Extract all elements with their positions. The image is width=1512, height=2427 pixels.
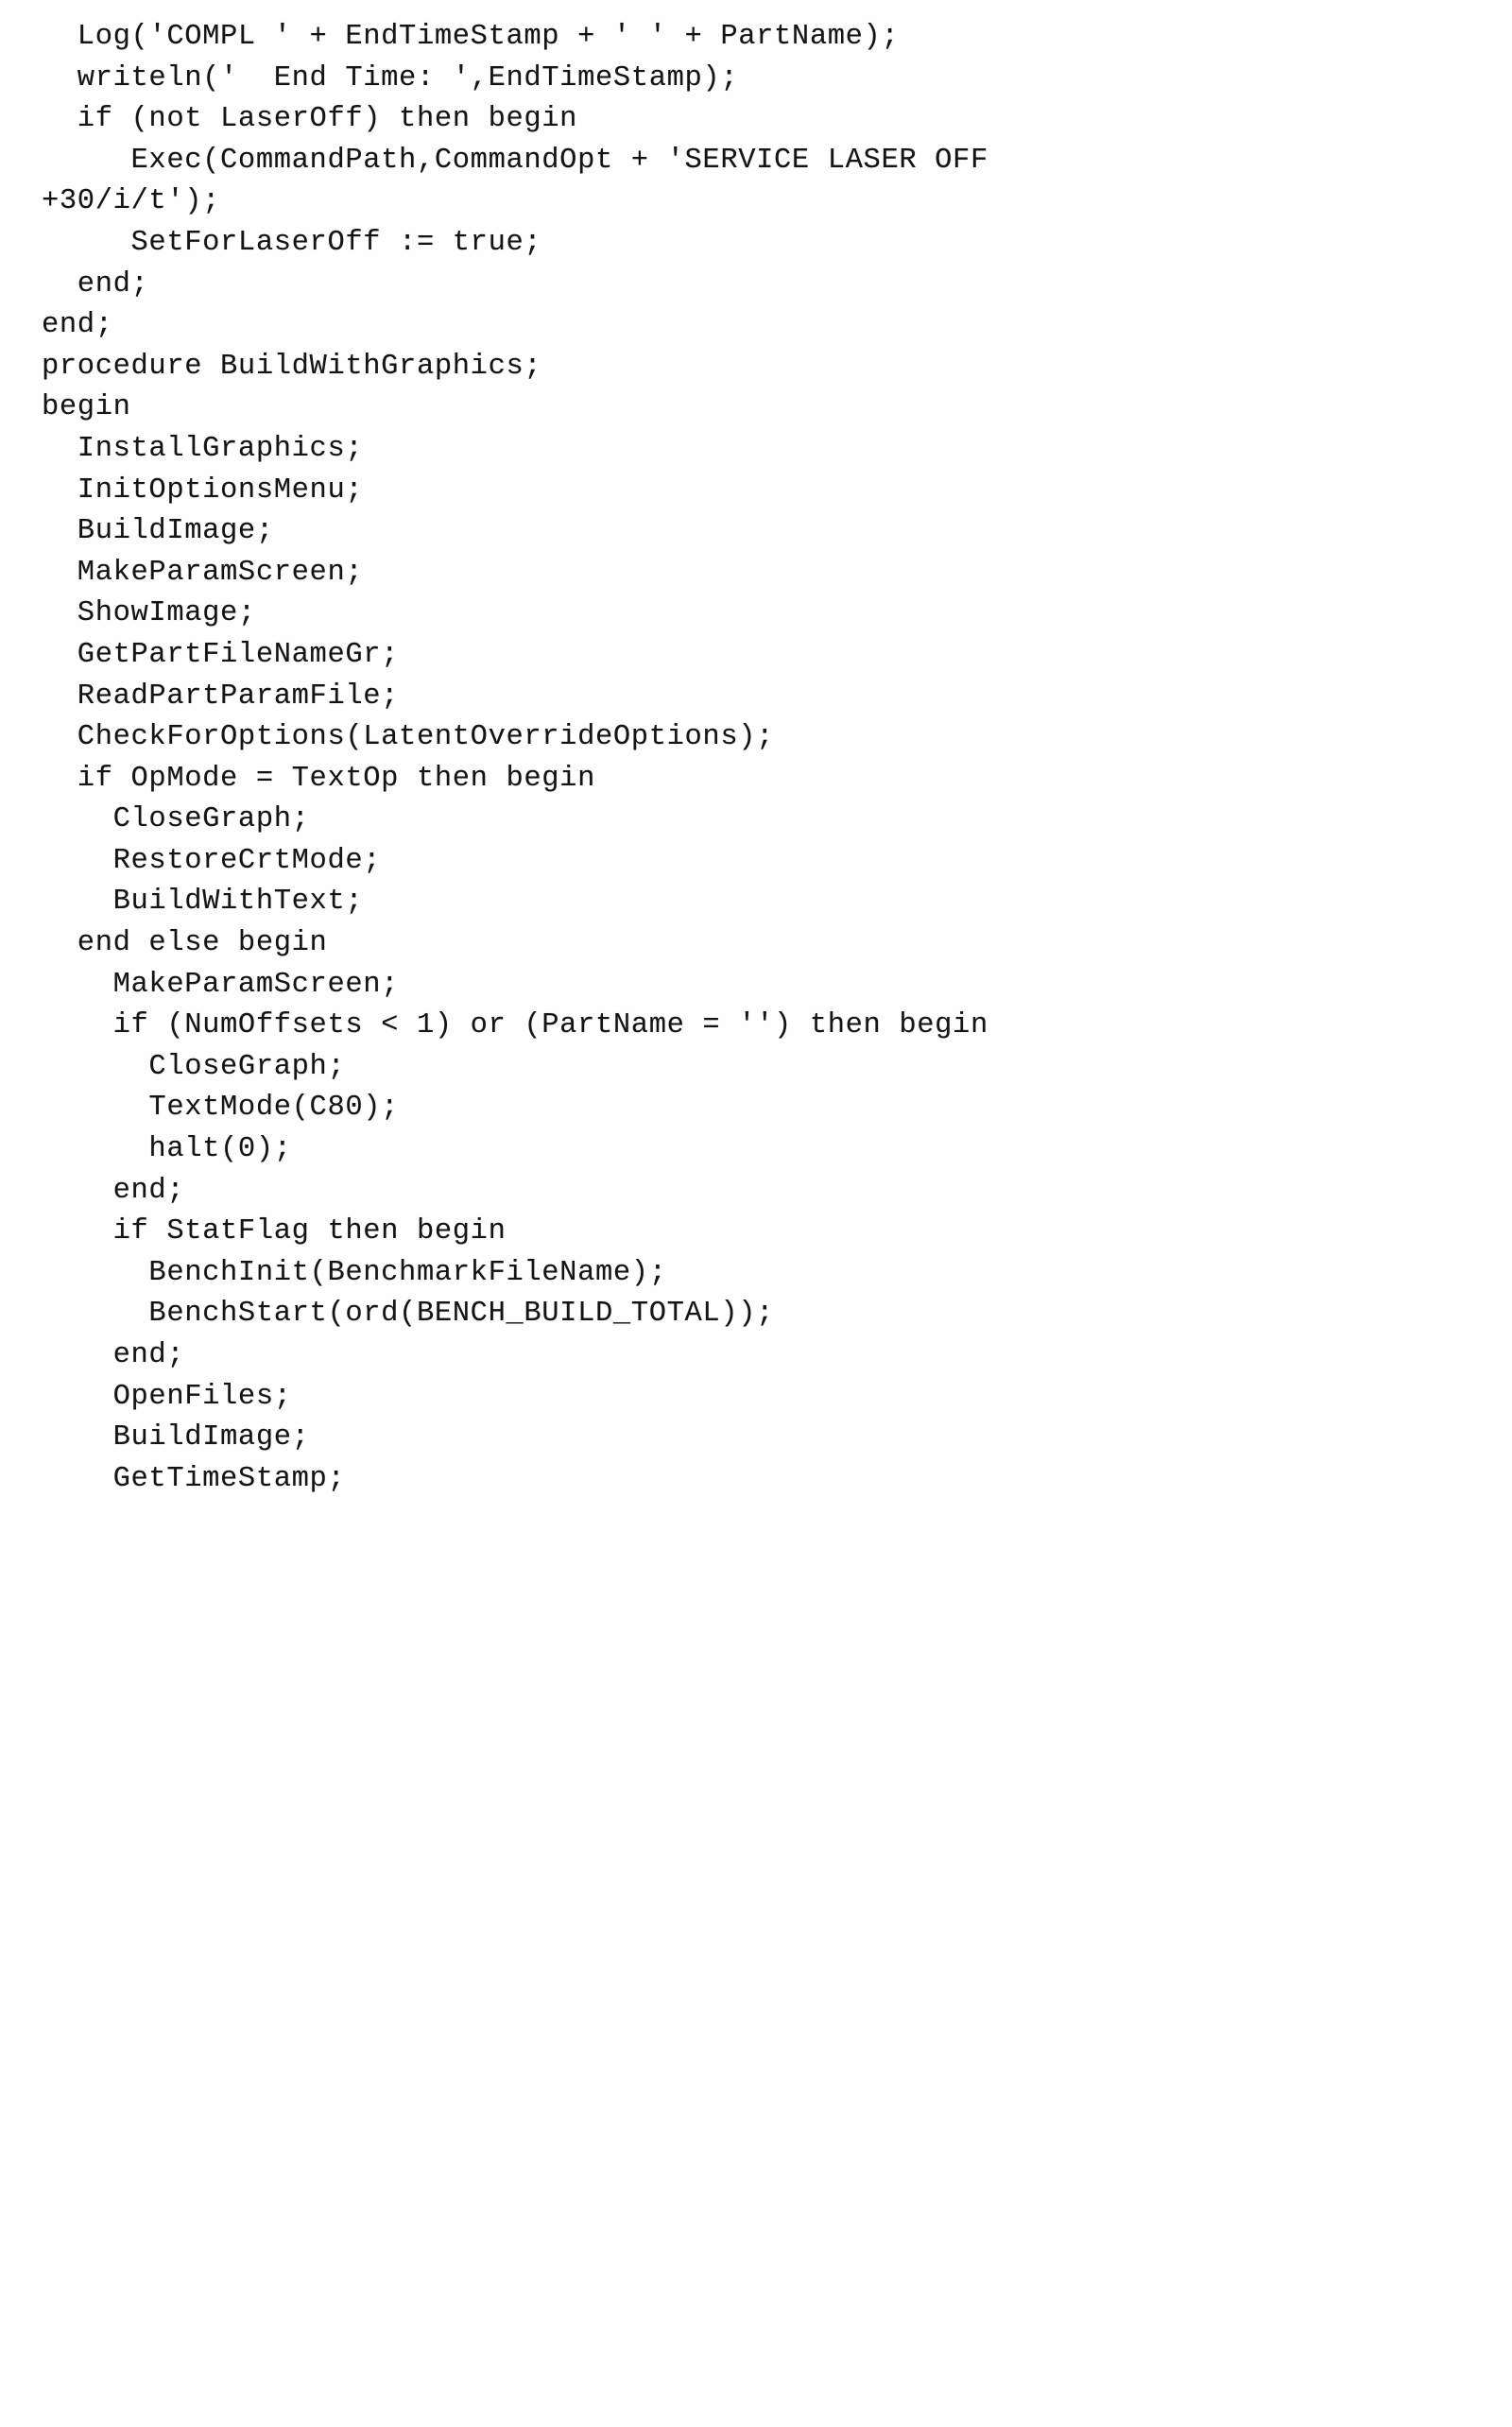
code-line: if OpMode = TextOp then begin [42,762,595,795]
code-line: OpenFiles; [42,1380,292,1413]
code-line: end; [42,309,113,342]
code-line: if StatFlag then begin [42,1215,507,1248]
code-line: GetPartFileNameGr; [42,638,400,671]
code-line: TextMode(C80); [42,1092,400,1125]
code-line: MakeParamScreen; [42,556,364,589]
code-line: if (NumOffsets < 1) or (PartName = '') then begin [42,1009,988,1042]
code-line: Log('COMPL ' + EndTimeStamp + ' ' + PartName); [42,21,900,53]
code-line: InitOptionsMenu; [42,473,364,507]
code-line: BuildImage; [42,1421,310,1454]
code-line: end; [42,1174,185,1207]
code-line: writeln(' End Time: ',EndTimeStamp); [42,61,739,95]
code-line: begin [42,391,131,424]
code-line: GetTimeStamp; [42,1462,346,1495]
code-line: end; [42,267,149,301]
code-line: CloseGraph; [42,803,310,836]
code-line: BenchStart(ord(BENCH_BUILD_TOTAL)); [42,1298,775,1331]
code-line: end else begin [42,927,328,960]
code-line: MakeParamScreen; [42,968,400,1001]
code-line: SetForLaserOff := true; [42,226,542,259]
code-line: CheckForOptions(LatentOverrideOptions); [42,721,775,754]
code-line: ReadPartParamFile; [42,680,400,713]
code-line: BenchInit(BenchmarkFileName); [42,1256,667,1289]
code-line: if (not LaserOff) then begin [42,103,578,136]
code-line: BuildImage; [42,515,274,548]
code-line: CloseGraph; [42,1050,346,1083]
code-line: ShowImage; [42,597,256,630]
code-line: +30/i/t'); [42,185,221,218]
code-line: BuildWithText; [42,886,364,919]
code-line: halt(0); [42,1133,292,1166]
code-line: Exec(CommandPath,CommandOpt + 'SERVICE LASER OFF [42,144,988,177]
code-line: end; [42,1339,185,1371]
code-listing [42,17,1469,1500]
code-line: InstallGraphics; [42,432,364,465]
code-line: RestoreCrtMode; [42,844,382,877]
code-line: procedure BuildWithGraphics; [42,350,542,383]
